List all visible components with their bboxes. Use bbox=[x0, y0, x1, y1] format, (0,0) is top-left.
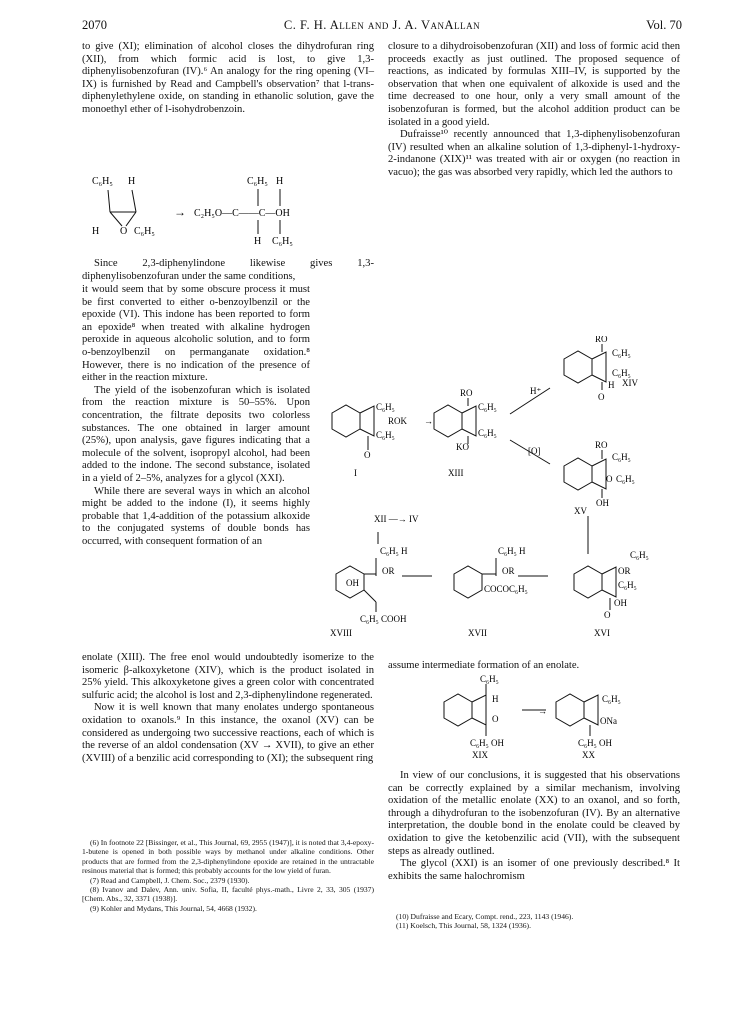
svg-text:O: O bbox=[492, 714, 499, 724]
svg-text:XIX: XIX bbox=[472, 750, 488, 760]
svg-text:C₆H₅: C₆H₅ bbox=[272, 236, 293, 247]
svg-text:XIV: XIV bbox=[622, 378, 638, 388]
right-column-mid bbox=[388, 660, 680, 673]
svg-text:C₆H₅ COOH: C₆H₅ COOH bbox=[360, 614, 407, 624]
right-column-bottom bbox=[388, 770, 680, 883]
left-column-narrow bbox=[82, 284, 310, 548]
enolate-scheme bbox=[430, 672, 650, 760]
svg-text:H: H bbox=[492, 694, 499, 704]
right-column-top bbox=[388, 41, 680, 180]
svg-text:O: O bbox=[606, 474, 613, 484]
reaction-scheme bbox=[312, 336, 684, 654]
footnote: (9) Kohler and Mydans, This Journal, 54, 4668 (1932). bbox=[90, 903, 257, 913]
svg-text:C₆H₅: C₆H₅ bbox=[630, 550, 649, 560]
svg-text:C₆H₅: C₆H₅ bbox=[478, 428, 497, 438]
svg-text:XII —→ IV: XII —→ IV bbox=[374, 514, 419, 524]
svg-text:OR: OR bbox=[618, 566, 631, 576]
footnote: (6) In footnote 22 [Bissinger, et al., This Journal, 69, 2955 (1947)], it is noted that 3,4-epoxy-1-butene is opened in both possible ways by methanol under alkaline conditions. Other products that are formed from the 2,3-diphenylindone epoxide are retained in the untractable resinous material that is formed; this probably accounts for the low yield of furan. bbox=[82, 838, 374, 876]
svg-text:I: I bbox=[354, 468, 357, 478]
svg-text:OR: OR bbox=[382, 566, 395, 576]
svg-text:O: O bbox=[120, 226, 128, 237]
svg-text:C₆H₅: C₆H₅ bbox=[618, 580, 637, 590]
svg-text:C₆H₅ H: C₆H₅ H bbox=[380, 546, 408, 556]
svg-text:RO: RO bbox=[595, 336, 608, 344]
svg-text:C₆H₅: C₆H₅ bbox=[612, 452, 631, 462]
paragraph: assume intermediate formation of an enolate. bbox=[388, 660, 580, 671]
svg-text:RO: RO bbox=[460, 388, 473, 398]
svg-text:O: O bbox=[364, 450, 371, 460]
svg-text:C₆H₅: C₆H₅ bbox=[247, 176, 268, 187]
paragraph: Since 2,3-diphenylindone likewise gives 1,3-diphenylisobenzofuran under the same conditions, bbox=[82, 258, 374, 282]
svg-text:C₆H₅: C₆H₅ bbox=[478, 402, 497, 412]
svg-text:C₆H₅: C₆H₅ bbox=[612, 368, 631, 378]
svg-text:OH: OH bbox=[596, 498, 609, 508]
page-number: 2070 bbox=[82, 18, 107, 32]
paragraph: closure to a dihydroisobenzofuran (XII) and loss of formic acid then proceeds exactly as just outlined. The proposed sequence of reactions, as indicated by formulas XIII–IV, is supported by the observation that when one equivalent of alkoxide is used and the time decreased to one hour, only a very small amount of the isobenzofuran is formed, but the alcohol addition product can be isolated in a good yield. bbox=[388, 41, 680, 128]
svg-text:XVI: XVI bbox=[594, 628, 610, 638]
svg-text:XVII: XVII bbox=[468, 628, 487, 638]
left-column-top bbox=[82, 41, 374, 117]
ethoxy-chain: C₂H₅O—C——C—OH bbox=[194, 208, 290, 219]
paragraph: to give (XI); elimination of alcohol closes the dihydrofuran ring (XII), from which formic acid is lost, to give 1,3-diphenylisobenzofuran (IV).⁶ An analogy for the ring opening (VI–IX) is furnished by Read and Campbell's observation⁷ that l-trans-diphenylethylene oxide, on standing in ethanolic solution, gave the monoethyl ether of l-isohydrobenzoin. bbox=[82, 41, 374, 115]
svg-text:H: H bbox=[128, 176, 136, 187]
svg-text:XX: XX bbox=[582, 750, 595, 760]
footnote: (10) Dufraisse and Ecary, Compt. rend., 223, 1143 (1946). bbox=[396, 912, 574, 921]
paragraph: it would seem that by some obscure process it must be first converted to either o-benzoylbenzil or the epoxide (VI). This indone has been reported to form an epoxide⁸ when treated with alkaline hydrogen peroxide in aqueous alcoholic solution, and to form o-benzoylbenzil on permanganate oxidation.⁸ However, there is no indication of the presence of either in the reaction mixture. bbox=[82, 284, 310, 384]
svg-text:COCOC₆H₅: COCOC₆H₅ bbox=[484, 584, 528, 594]
svg-text:C₆H₅ OH: C₆H₅ OH bbox=[578, 738, 613, 748]
svg-text:ONa: ONa bbox=[600, 716, 617, 726]
svg-text:C₆H₅ H: C₆H₅ H bbox=[498, 546, 526, 556]
svg-text:OR: OR bbox=[502, 566, 515, 576]
paragraph: The glycol (XXI) is an isomer of one previously described.⁸ It exhibits the same halochromism bbox=[388, 858, 680, 882]
svg-text:→: → bbox=[174, 205, 186, 219]
svg-text:H: H bbox=[608, 380, 615, 390]
right-footnotes bbox=[388, 912, 680, 931]
paragraph: In view of our conclusions, it is suggested that his observations can be correctly explained by a similar mechanism, involving oxidation of the metallic enolate (XX) to an oxanol, and so forth, through a dihydrofuran to the isobenzofuran (IV). By an alternative interpretation, the double bond in the enolate could be cleaved by oxidation to give the ketobenzilic acid (VII), with the subsequent steps as already outlined. bbox=[388, 770, 680, 857]
paragraph: The yield of the isobenzofuran which is isolated from the reaction mixture is 50–55%. Upon concentration, the filtrate deposits two colorless substances. The one obtained in larger amount (25%), upon analysis, gave figures indicating that a molecule of the solvent, isopropyl alcohol, had been added to the indone. The second substance, isolated in a yield of 2–5%, analyzes for a glycol (XXI). bbox=[82, 384, 310, 484]
svg-text:H: H bbox=[92, 226, 100, 237]
svg-text:C₆H₅: C₆H₅ bbox=[480, 674, 499, 684]
svg-text:O: O bbox=[604, 610, 611, 620]
svg-text:C₆H₅: C₆H₅ bbox=[376, 430, 395, 440]
svg-text:OH: OH bbox=[614, 598, 627, 608]
svg-text:C₆H₅ OH: C₆H₅ OH bbox=[470, 738, 505, 748]
svg-text:→: → bbox=[424, 416, 433, 426]
svg-text:XVIII: XVIII bbox=[330, 628, 352, 638]
svg-text:OH: OH bbox=[346, 578, 359, 588]
epoxide-opening-scheme bbox=[82, 172, 374, 250]
paragraph: Dufraisse¹⁰ recently announced that 1,3-diphenylisobenzofuran (IV) resulted when an alkaline solution of 1,3-diphenyl-1-hydroxy-2-indanone (XIX)¹¹ was treated with air or oxygen (no reaction in vacuo); the gas was absorbed very rapidly, which led the authors to bbox=[388, 129, 680, 178]
svg-text:C₆H₅: C₆H₅ bbox=[376, 402, 395, 412]
paragraph: Now it is well known that many enolates undergo spontaneous oxidation to oxanols.⁹ In this instance, the oxanol (XV) can be considered as undergoing two successive reactions, each of which is the reverse of an aldol condensation (XV → XVII), to give an ether (XVIII) of a benzilic acid corresponding to (XI); the subsequent ring bbox=[82, 702, 374, 764]
footnote: (7) Read and Campbell, J. Chem. Soc., 2379 (1930). bbox=[90, 875, 250, 885]
left-footnotes bbox=[82, 838, 374, 913]
paragraph: While there are several ways in which an alcohol might be added to the indone (I), it seems highly probable that 1,4-addition of the potassium alkoxide to the conjugated systems of double bonds has occurred, with consequent formation of an bbox=[82, 485, 310, 547]
svg-text:→: → bbox=[538, 706, 547, 716]
left-column-bottom bbox=[82, 652, 374, 765]
left-column-p2 bbox=[82, 258, 374, 283]
svg-text:H: H bbox=[276, 176, 284, 187]
svg-text:C₆H₅: C₆H₅ bbox=[134, 226, 155, 237]
svg-text:RO: RO bbox=[595, 440, 608, 450]
svg-text:C₆H₅: C₆H₅ bbox=[602, 694, 621, 704]
svg-text:O: O bbox=[598, 392, 605, 402]
page-header bbox=[82, 18, 682, 34]
footnote: (8) Ivanov and Dalev, Ann. univ. Sofia, II, faculté phys.-math., Livre 2, 33, 305 (1937) [Chem. Abs., 32, 3371 (1938)]. bbox=[82, 885, 374, 904]
svg-text:H: H bbox=[254, 236, 262, 247]
svg-text:C₆H₅: C₆H₅ bbox=[616, 474, 635, 484]
paragraph: enolate (XIII). The free enol would undoubtedly isomerize to the isomeric β-alkoxyketone (XIV), which is the product isolated in 25% yield. This alkoxyketone gives a green color with concentrated sulfuric acid; the alcohol is lost and 2,3-diphenylindone regenerated. bbox=[82, 652, 374, 701]
volume-label: Vol. 70 bbox=[646, 18, 682, 32]
svg-text:[O]: [O] bbox=[528, 446, 541, 456]
svg-text:XIII: XIII bbox=[448, 468, 464, 478]
ph-label: C₆H₅ bbox=[92, 176, 113, 187]
svg-text:H⁺: H⁺ bbox=[530, 386, 542, 396]
footnote: (11) Koelsch, This Journal, 58, 1324 (1936). bbox=[396, 921, 531, 931]
svg-text:C₆H₅: C₆H₅ bbox=[612, 348, 631, 358]
svg-text:XV: XV bbox=[574, 506, 587, 516]
running-title: C. F. H. Allen and J. A. VanAllan bbox=[283, 18, 481, 32]
svg-text:KO: KO bbox=[456, 442, 469, 452]
svg-text:ROK: ROK bbox=[388, 416, 408, 426]
